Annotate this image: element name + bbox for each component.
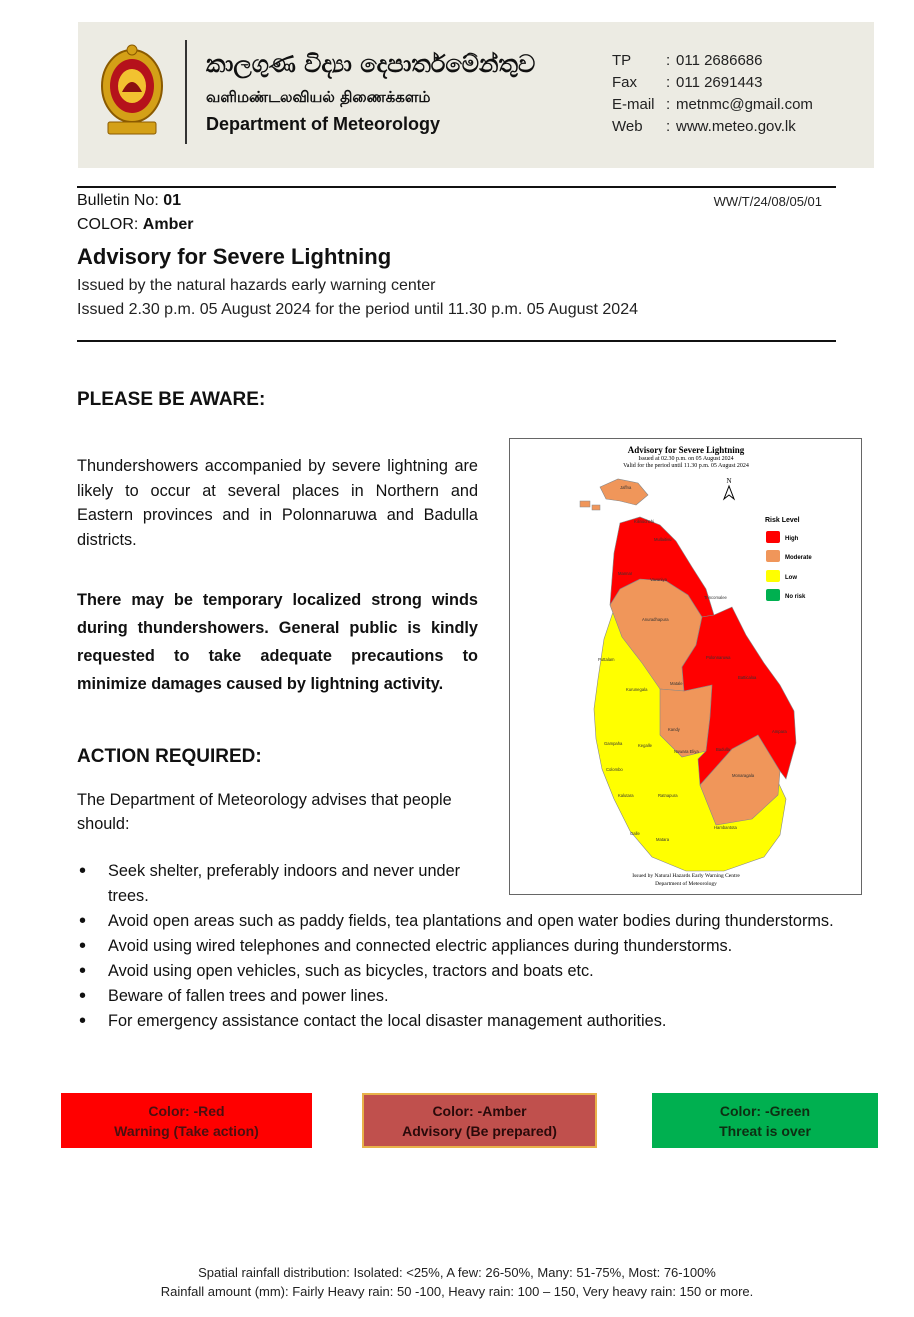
list-item: • Seek shelter, preferably indoors and never under trees. (77, 859, 837, 909)
north-label: N (726, 477, 732, 485)
district-label: Kegalle (638, 743, 652, 748)
legend-label-high: High (785, 536, 799, 542)
district-label: Mannar (618, 571, 633, 576)
district-label: Monaragala (732, 773, 755, 778)
contact-email[interactable]: E-mail : metnmc@gmail.com (612, 96, 813, 113)
district-label: Puttalam (598, 657, 615, 662)
header-divider (185, 40, 187, 144)
sri-lanka-emblem-icon (98, 42, 166, 138)
color-box-green-title: Color: -Green (719, 1102, 811, 1119)
district-label: Nuwara Eliya (674, 749, 699, 754)
district-label: Gampaha (604, 741, 623, 746)
list-item: • Beware of fallen trees and power lines. (77, 984, 837, 1009)
color-box-amber-desc: Advisory (Be prepared) (402, 1122, 557, 1139)
dept-name-tamil: வளிமண்டலவியல் திணைக்களம் (206, 88, 431, 106)
district-label: Kurunegala (626, 687, 648, 692)
risk-map (509, 438, 862, 895)
district-label: Trincomalee (704, 595, 727, 600)
district-label: Galle (630, 831, 640, 836)
map-footer-1: Issued by Natural Hazards Early Warning Centre (632, 873, 740, 879)
map-islet-1 (580, 501, 590, 507)
district-label: Mullaitivu (654, 537, 672, 542)
bulletin-title: Advisory for Severe Lightning (77, 244, 392, 269)
action-intro: The Department of Meteorology advises that people should: (77, 791, 452, 833)
list-item: • Avoid open areas such as paddy fields, tea plantations and open water bodies during thunderstorms. (77, 909, 837, 934)
district-label: Polonnaruwa (706, 655, 731, 660)
map-islet-2 (592, 505, 600, 510)
issued-period: Issued 2.30 p.m. 05 August 2024 for the period until 11.30 p.m. 05 August 2024 (77, 301, 638, 318)
map-subtitle-2: Valid for the period until 11.30 p.m. 05 August 2024 (623, 463, 749, 469)
dept-name-english: Department of Meteorology (206, 114, 441, 134)
map-legend (765, 517, 812, 601)
legend-label-low: Low (785, 575, 797, 581)
contact-tp: TP : 011 2686686 (612, 52, 763, 69)
map-subtitle-1: Issued at 02.30 p.m. on 05 August 2024 (638, 456, 734, 462)
risk-map-svg (510, 439, 863, 896)
color-box-green (652, 1093, 878, 1148)
legend-title: Risk Level (765, 517, 800, 524)
contact-web[interactable]: Web : www.meteo.gov.lk (612, 118, 796, 135)
district-label: Kalutara (618, 793, 634, 798)
district-label: Colombo (606, 767, 623, 772)
district-label: Badulla (716, 747, 730, 752)
list-item: • Avoid using wired telephones and connected electric appliances during thunderstorms. (77, 934, 837, 959)
color-box-amber-title: Color: -Amber (432, 1102, 527, 1119)
letterhead (78, 22, 874, 168)
aware-paragraph-2: There may be temporary localized strong winds during thundershowers. General public is kindly requested to take adequate precautions to minimize damages caused by lightning activity. (77, 591, 478, 693)
map-title: Advisory for Severe Lightning (627, 445, 745, 455)
footer-rainfall-amount: Rainfall amount (mm): Fairly Heavy rain: 50 -100, Heavy rain: 100 – 150, Very heavy rain: 150 or more. (160, 1284, 754, 1299)
action-heading: ACTION REQUIRED: (77, 746, 262, 767)
district-label: Ampara (772, 729, 787, 734)
contact-fax: Fax : 011 2691443 (612, 74, 763, 91)
district-label: Jaffna (620, 485, 632, 490)
footer-rainfall-distribution: Spatial rainfall distribution: Isolated: <25%, A few: 26-50%, Many: 51-75%, Most: 76-100% (198, 1265, 716, 1280)
map-footer-2: Department of Meteorology (655, 881, 717, 887)
legend-label-moderate: Moderate (785, 555, 812, 561)
legend-swatch-no-risk (766, 589, 780, 601)
legend-swatch-low (766, 570, 780, 582)
district-label: Batticaloa (738, 675, 757, 680)
legend-swatch-high (766, 531, 780, 543)
district-label: Kilinochchi (634, 519, 655, 524)
color-box-red-title: Color: -Red (148, 1102, 225, 1119)
bulletin-reference: WW/T/24/08/05/01 (713, 194, 822, 209)
dept-name-sinhala: කාලගුණ විද්‍යා දෙපාර්තමේන්තුව (206, 50, 536, 78)
bulletin-color: COLOR: Amber (77, 216, 194, 233)
contact-block (612, 50, 813, 138)
color-box-amber (362, 1093, 597, 1148)
legend-label-no-risk: No risk (785, 594, 806, 600)
aware-paragraph-1: Thundershowers accompanied by severe lightning are likely to occur at several places in Northern and Eastern provinces and in Polonnaruwa and Badulla districts. (77, 457, 478, 549)
legend-swatch-moderate (766, 550, 780, 562)
top-rule (77, 186, 836, 188)
aware-heading: PLEASE BE AWARE: (77, 389, 266, 410)
color-box-green-desc: Threat is over (719, 1122, 811, 1139)
map-region-moderate-jaffna (600, 479, 648, 505)
bottom-rule (77, 340, 836, 342)
bulletin-number: Bulletin No: 01 (77, 192, 182, 209)
color-box-red-desc: Warning (Take action) (114, 1122, 259, 1139)
list-item: • Avoid using open vehicles, such as bicycles, tractors and boats etc. (77, 959, 837, 984)
issued-by: Issued by the natural hazards early warning center (77, 277, 436, 294)
district-label: Vavuniya (650, 577, 667, 582)
district-label: Anuradhapura (642, 617, 669, 622)
district-label: Ratnapura (658, 793, 678, 798)
list-item: • For emergency assistance contact the local disaster management authorities. (77, 1009, 837, 1034)
color-box-red (61, 1093, 312, 1148)
district-label: Matale (670, 681, 683, 686)
district-label: Matara (656, 837, 670, 842)
district-label: Kandy (668, 727, 680, 732)
north-arrow-icon (724, 486, 734, 499)
district-label: Hambantota (714, 825, 737, 830)
